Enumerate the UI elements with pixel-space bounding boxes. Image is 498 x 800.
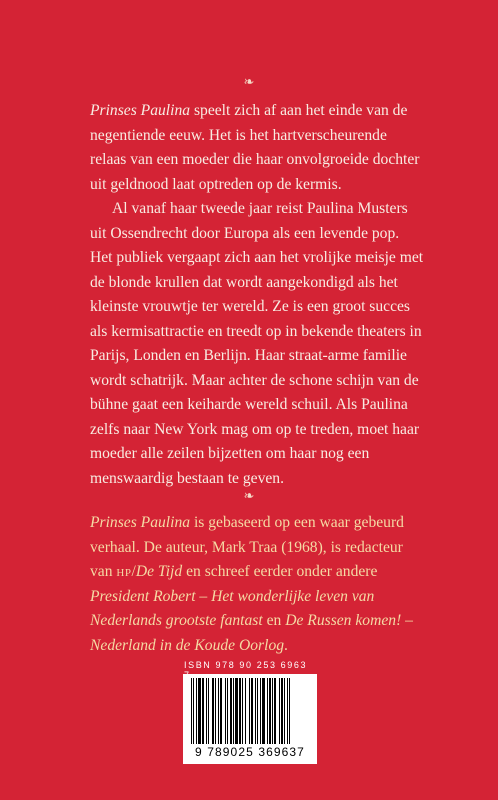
blurb-text-4: . xyxy=(284,636,288,654)
barcode-bar xyxy=(272,678,273,744)
barcode-bar xyxy=(225,678,226,744)
description-paragraph-1 xyxy=(90,99,425,197)
barcode-bar xyxy=(284,678,285,744)
barcode-digits: 9 789025 369637 xyxy=(195,745,305,759)
barcode-bar xyxy=(193,678,194,744)
description-paragraph-1-text: speelt zich af aan het einde van de negentiende eeuw. Het is het hartverscheurende relaas van een moeder die haar onvolgroeide dochter uit geldnood laat optreden op de kermis. xyxy=(90,102,420,193)
author-blurb xyxy=(90,511,425,658)
previous-book-1: President Robert – Het wonderlijke leven van Nederlands grootste fantast xyxy=(90,587,375,629)
barcode-bar xyxy=(215,678,216,744)
magazine-name: hp xyxy=(116,563,132,580)
barcode-bar xyxy=(230,678,232,744)
barcode-bar xyxy=(233,678,234,744)
barcode-bar xyxy=(212,678,214,744)
barcode-bar xyxy=(245,678,246,744)
blurb-text-1: is gebaseerd op een waar gebeurd verhaal. De auteur, Mark Traa (1968), is redacteur van xyxy=(90,514,404,580)
barcode xyxy=(183,674,317,764)
ornament-middle: ❧ xyxy=(243,489,255,504)
barcode-bar xyxy=(191,678,192,744)
barcode-bar xyxy=(242,678,243,744)
previous-book-2: De Russen komen! – Nederland in de Koude Oorlog xyxy=(90,612,413,654)
isbn-label: ISBN 978 90 253 6963 xyxy=(184,660,308,670)
barcode-bar xyxy=(206,678,207,744)
barcode-bar xyxy=(287,678,288,744)
barcode-bar xyxy=(255,678,256,744)
blurb-book-title: Prinses Paulina xyxy=(90,514,191,531)
barcode-bar xyxy=(239,678,241,744)
barcode-bar xyxy=(257,678,258,744)
barcode-bar xyxy=(262,678,265,744)
magazine-slash: / xyxy=(131,563,136,580)
barcode-bar xyxy=(260,678,261,744)
description-paragraph-2: Al vanaf haar tweede jaar reist Paulina Musters uit Ossendrecht door Europa als een levende pop. Het publiek vergaapt zich aan het vrolijke meisje met de blonde krullen dat wordt aangekondigd als het kleinste vrouwtje ter wereld. Ze is een groot succes als kermisattractie en treedt op in bekende theaters in Parijs, Londen en Berlijn. Haar straat-arme familie wordt schatrijk. Maar achter de schone schijn van de bühne gaat een keiharde wereld schuil. Als Paulina zelfs naar New York mag om op te treden, moet haar moeder alle zeilen bijzetten om haar nog een menswaardig bestaan te geven. xyxy=(90,200,424,487)
barcode-bar xyxy=(281,678,283,744)
barcode-bar xyxy=(267,678,268,744)
barcode-bar xyxy=(289,678,290,744)
barcode-bar xyxy=(279,678,280,744)
barcode-bar xyxy=(269,678,271,744)
barcode-bar xyxy=(220,678,222,744)
barcode-bar xyxy=(249,678,250,744)
magazine-name-2: De Tijd xyxy=(135,563,183,580)
barcode-bar xyxy=(196,678,197,744)
barcode-bar xyxy=(208,678,209,744)
blurb-text-3: en xyxy=(262,612,286,629)
blurb-text-2: en schreef eerder onder andere xyxy=(182,563,378,580)
barcode-bar xyxy=(274,678,276,744)
author-blurb-paragraph xyxy=(90,511,425,658)
barcode-bar xyxy=(235,678,238,744)
book-title: Prinses Paulina xyxy=(90,102,191,119)
barcode-bar xyxy=(227,678,228,744)
barcode-bar xyxy=(251,678,253,744)
ornament-top: ❧ xyxy=(243,75,255,90)
barcode-bar xyxy=(198,678,201,744)
barcode-bar xyxy=(218,678,219,744)
barcode-bar xyxy=(202,678,204,744)
barcode-bars xyxy=(189,678,311,744)
description-text xyxy=(90,99,425,491)
